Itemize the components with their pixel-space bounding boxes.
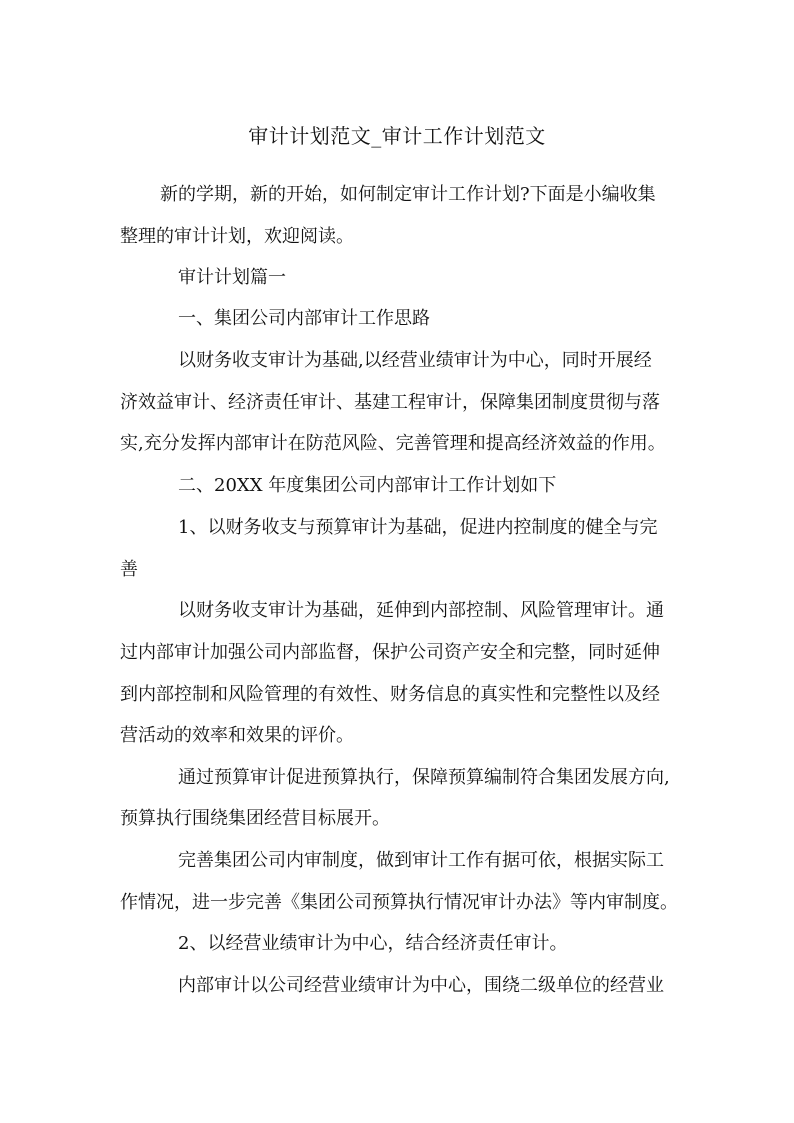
body-line: 通过预算审计促进预算执行，保障预算编制符合集团发展方向, [178,767,670,788]
body-line: 内部审计以公司经营业绩审计为中心，围绕二级单位的经营业 [178,975,664,996]
body-line: 实,充分发挥内部审计在防范风险、完善管理和提高经济效益的作用。 [120,433,666,454]
body-line: 作情况，进一步完善《集团公司预算执行情况审计办法》等内审制度。 [120,892,678,913]
body-line: 营活动的效率和效果的评价。 [120,725,354,746]
section-heading: 二、20XX 年度集团公司内部审计工作计划如下 [178,475,557,496]
body-line: 新的学期，新的开始，如何制定审计工作计划?下面是小编收集 [160,184,656,205]
document-title: 审计计划范文_审计工作计划范文 [248,124,546,148]
subsection-heading: 1、以财务收支与预算审计为基础，促进内控制度的健全与完 [178,517,658,538]
body-line: 到内部控制和风险管理的有效性、财务信息的真实性和完整性以及经 [120,684,660,705]
body-line: 整理的审计计划，欢迎阅读。 [120,226,354,247]
body-line: 过内部审计加强公司内部监督，保护公司资产安全和完整，同时延伸 [120,642,660,663]
body-line: 预算执行围绕集团经营目标展开。 [120,808,390,829]
body-line: 完善集团公司内审制度，做到审计工作有据可依，根据实际工 [178,850,664,871]
subsection-heading: 2、以经营业绩审计为中心，结合经济责任审计。 [178,933,568,954]
body-line: 善 [120,559,138,580]
body-line: 以财务收支审计为基础，延伸到内部控制、风险管理审计。通 [178,600,664,621]
body-line: 济效益审计、经济责任审计、基建工程审计，保障集团制度贯彻与落 [120,392,660,413]
section-heading: 审计计划篇一 [178,267,286,288]
body-line: 以财务收支审计为基础,以经营业绩审计为中心，同时开展经 [178,350,652,371]
section-heading: 一、集团公司内部审计工作思路 [178,308,430,329]
